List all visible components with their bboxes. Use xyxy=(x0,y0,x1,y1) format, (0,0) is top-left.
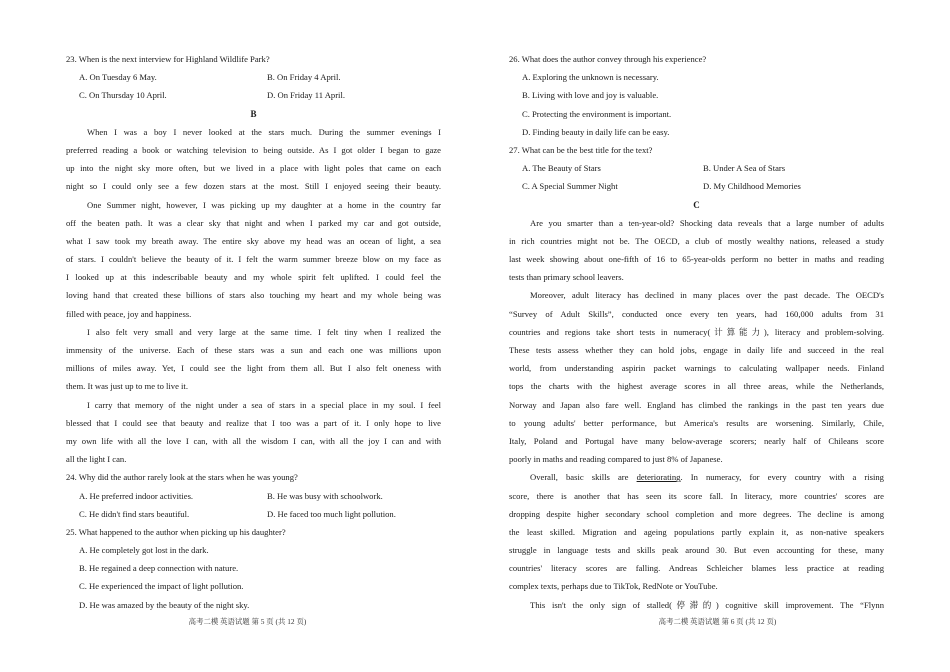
passage-b-line: loving hand that created these billions of stars also touching my heart and my whole being was xyxy=(66,290,441,301)
page-footer-right: 高考二模 英语试题 第 6 页 (共 12 页) xyxy=(658,617,777,626)
passage-c-line: world, from understanding aspirin packet warnings to calculating wallpaper needs. Finland xyxy=(509,363,884,374)
passage-b-line: immensity of the universe. Each of these stars was a sun and each one was millions upon xyxy=(66,345,441,355)
passage-c-line: last week showing about one-fifth of 16 to 65-year-olds perform no better in maths and reading xyxy=(509,254,884,265)
passage-b-line: millions of miles away. Yet, I could see the light from them all. But I also felt oneness with xyxy=(66,363,441,374)
passage-c-line: to young adults' better performance, but America's results are worsening. Similarly, Chile, xyxy=(509,417,884,428)
passage-b-line: filled with peace, joy and happiness. xyxy=(66,308,192,319)
section-c-heading: C xyxy=(693,199,700,210)
passage-b-line: what I saw took my breath away. The entire sky above my head was an ocean of light, a sea xyxy=(66,235,441,246)
passage-b-line: night so I could only see a few dozen stars at the most. Still I enjoyed seeing their beauty. xyxy=(66,181,441,192)
passage-b-line: up into the night sky more often, but we lived in a place with light poles that came on each xyxy=(66,163,441,174)
question-23-stem: 23. When is the next interview for Highland Wildlife Park? xyxy=(66,54,270,64)
question-27-options-row-2 xyxy=(509,177,884,195)
passage-b-line: I carry that memory of the night under a sea of stars in a special place in my soul. I feel xyxy=(87,399,441,410)
underlined-keyword: deteriorating xyxy=(636,472,681,483)
passage-c-line: the least skilled. Migration and ageing populations partly explain it, as non-native speakers xyxy=(509,526,884,537)
passage-c-line: in rich countries might not be. The OECD, a club of mostly wealthy nations, released a study xyxy=(509,235,884,246)
passage-c-line: Are you smarter than a ten-year-old? Shocking data reveals that a large number of adults xyxy=(530,217,884,228)
q26-option-d: D. Finding beauty in daily life can be easy. xyxy=(522,126,670,137)
passage-c-line: score, there is another that has seen its score fall. In literacy, more countries' scores are xyxy=(509,490,884,501)
passage-c-line: struggle in language tests and skills peak around 30. But even accounting for these, many xyxy=(509,545,884,556)
passage-c-line: dropping despite higher secondary school completion and more degrees. The decline is among xyxy=(509,508,884,519)
passage-b-line: I looked up at this indescribable beauty and my whole spirit felt uplifted. I could feel the xyxy=(66,272,441,283)
q23-option-b: B. On Friday 4 April. xyxy=(267,72,341,83)
q24-option-d: D. He faced too much light pollution. xyxy=(267,508,396,519)
passage-b-line: my own life with all the love I can, with all the wisdom I can, with all the joy I can and with xyxy=(66,435,441,446)
q27-option-a: A. The Beauty of Stars xyxy=(522,163,601,174)
q25-option-b: B. He regained a deep connection with nature. xyxy=(79,563,239,574)
question-24-options-row-2 xyxy=(66,505,441,523)
page-footer-left: 高考二模 英语试题 第 5 页 (共 12 页) xyxy=(188,617,307,626)
passage-c-line: This isn't the only sign of stalled(停滞的) cognitive skill improvement. The “Flynn xyxy=(530,599,884,610)
left-column xyxy=(66,50,441,614)
passage-b-line: blessed that I could see that beauty and realize that I too was a part of it. I only hope to live xyxy=(66,417,441,428)
passage-c-line: These tests assess whether they can hold jobs, engage in daily life and succeed in the real xyxy=(509,345,884,355)
passage-c-line: complex texts, perhaps due to TikTok, RedNote or YouTube. xyxy=(509,581,718,592)
q25-option-c: C. He experienced the impact of light pollution. xyxy=(79,581,244,592)
right-column xyxy=(509,50,884,614)
passage-c-text: Overall, basic skills are xyxy=(530,472,629,483)
q26-option-b: B. Living with love and joy is valuable. xyxy=(522,90,659,101)
passage-c-line: Moreover, adult literacy has declined in many places over the past decade. The OECD's xyxy=(530,290,884,301)
passage-c-line: Norway and Japan also fare well. England has climbed the rankings in the past ten years due xyxy=(509,399,884,410)
q26-option-c: C. Protecting the environment is important. xyxy=(522,108,672,119)
passage-b-line: When I was a boy I never looked at the stars much. During the summer evenings I xyxy=(87,126,441,137)
question-27-options-row-1 xyxy=(509,159,884,177)
passage-b-line: off the beaten path. It was a clear sky that night and when I parked my car and got outside, xyxy=(66,217,441,228)
q25-option-d: D. He was amazed by the beauty of the night sky. xyxy=(79,599,250,610)
q25-option-a: A. He completely got lost in the dark. xyxy=(79,545,209,556)
question-27-stem: 27. What can be the best title for the text? xyxy=(509,144,653,155)
section-b-heading: B xyxy=(250,108,257,119)
passage-b-line: preferred reading a book or watching television to being outside. As I got older I began to gaze xyxy=(66,144,441,155)
q27-option-c: C. A Special Summer Night xyxy=(522,181,618,192)
passage-c-line-with-keyword xyxy=(509,468,884,486)
passage-b-line: them. It was just up to me to live it. xyxy=(66,381,188,392)
passage-c-line: tops the charts with the highest average scores in all three areas, while the Netherlands, xyxy=(509,381,884,392)
passage-c-line: “Survey of Adult Skills”, conducted once every ten years, had 160,000 adults from 31 xyxy=(509,308,884,319)
q23-option-c: C. On Thursday 10 April. xyxy=(79,90,167,101)
passage-c-line: countries' literacy scores are falling. Andreas Schleicher blames less practice at reading xyxy=(509,563,884,574)
passage-b-line: of stars. I couldn't believe the beauty of it. I felt the warm summer breeze blow on my face as xyxy=(66,254,441,265)
q27-option-d: D. My Childhood Memories xyxy=(703,181,801,192)
passage-b-line: One Summer night, however, I was picking up my daughter at a home in the country far xyxy=(87,199,441,210)
q23-option-d: D. On Friday 11 April. xyxy=(267,90,345,101)
q24-option-b: B. He was busy with schoolwork. xyxy=(267,490,383,501)
question-24-options-row-1 xyxy=(66,487,441,505)
passage-c-line: countries and regions take short tests in numeracy(计算能力), literacy and problem-solving. xyxy=(509,326,884,337)
right-page xyxy=(475,0,950,672)
q23-option-a: A. On Tuesday 6 May. xyxy=(79,72,157,83)
passage-b-line: I also felt very small and very large at the same time. I felt tiny when I realized the xyxy=(87,326,441,337)
q27-option-b: B. Under A Sea of Stars xyxy=(703,163,786,174)
question-23-options-row-2 xyxy=(66,86,441,104)
passage-c-line: Italy, Poland and Portugal have many below-average scorers; nearly half of Chileans score xyxy=(509,435,884,446)
question-26-stem: 26. What does the author convey through his experience? xyxy=(509,54,707,64)
q26-option-a: A. Exploring the unknown is necessary. xyxy=(522,72,659,83)
question-24-stem: 24. Why did the author rarely look at the stars when he was young? xyxy=(66,472,298,483)
q24-option-a: A. He preferred indoor activities. xyxy=(79,490,194,501)
question-25-stem: 25. What happened to the author when picking up his daughter? xyxy=(66,526,286,537)
q24-option-c: C. He didn't find stars beautiful. xyxy=(79,508,190,519)
passage-c-line: tests than primary school leavers. xyxy=(509,272,624,283)
passage-c-line: poorly in maths and reading compared to just 8% of Japanese. xyxy=(509,454,723,465)
passage-b-line: all the light I can. xyxy=(66,454,127,465)
question-23-options-row-1 xyxy=(66,68,441,86)
passage-c-text: . In numeracy, for every country with a rising xyxy=(680,472,884,483)
